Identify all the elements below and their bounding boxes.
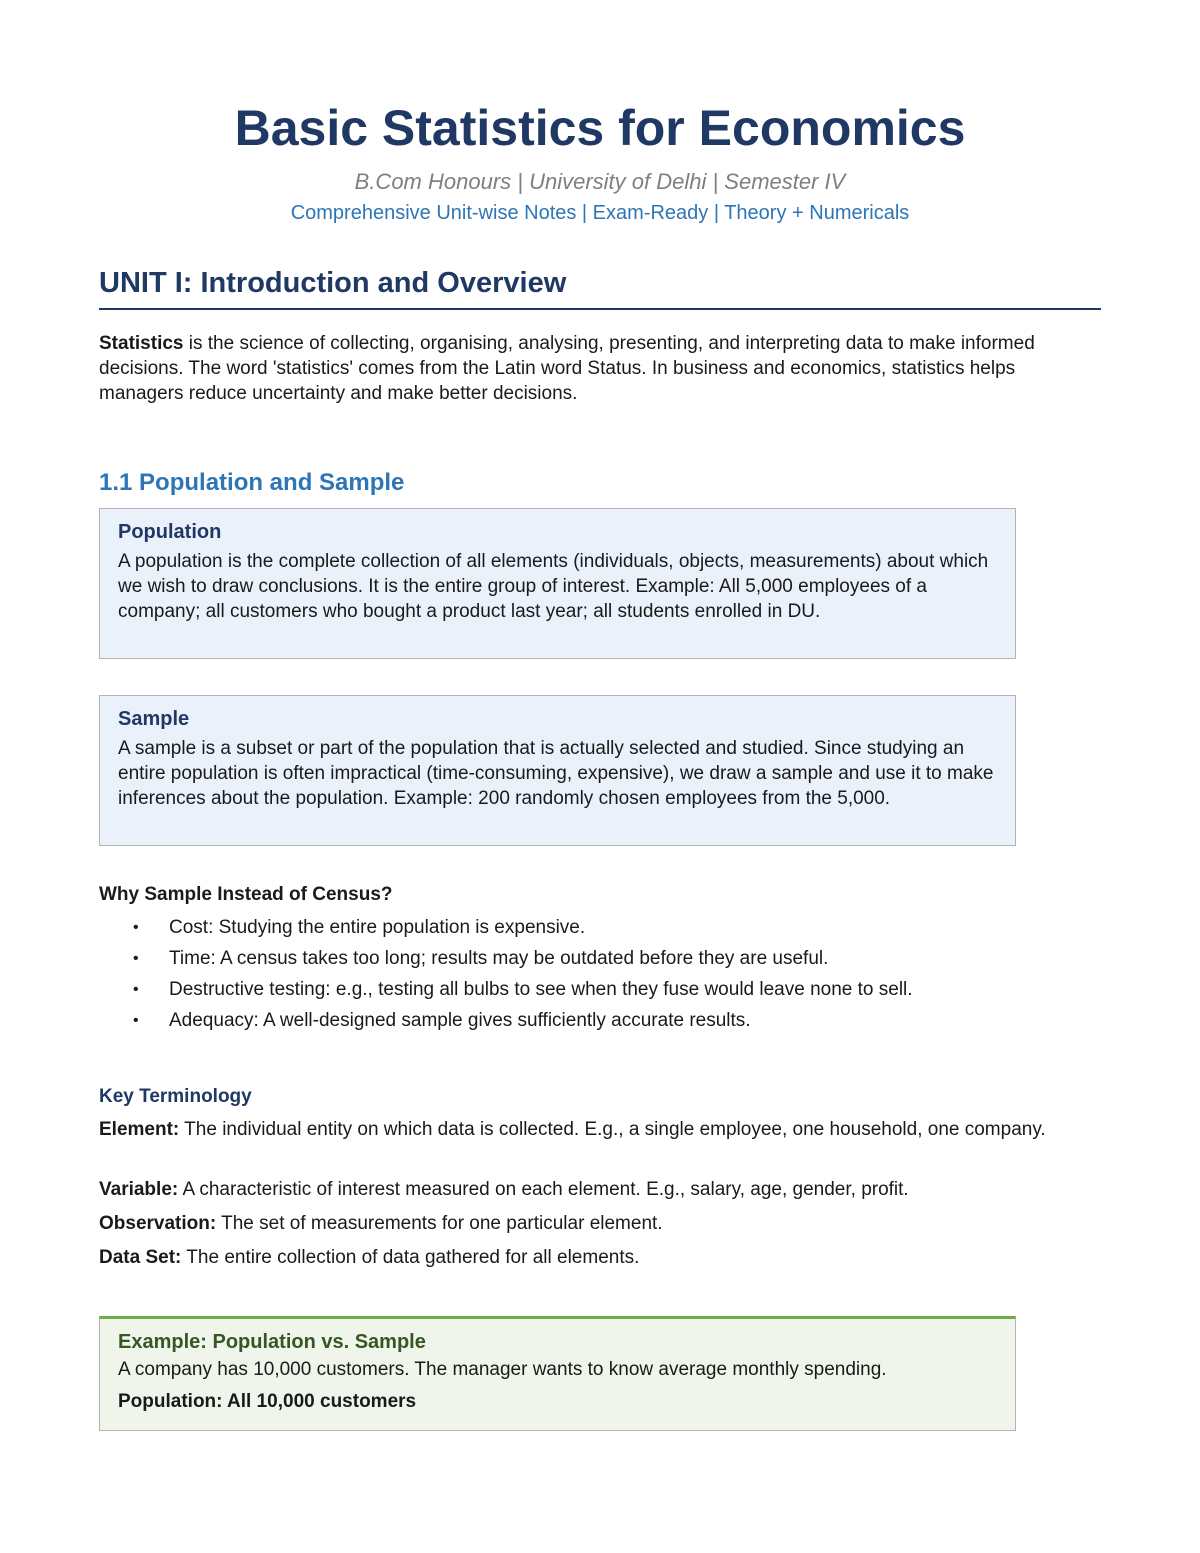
document-subtitle: B.Com Honours | University of Delhi | Semester IV (354, 169, 846, 194)
bullet-icon: • (133, 950, 139, 967)
why-sample-list (99, 915, 1101, 1039)
population-box-body: A population is the complete collection of all elements (individuals, objects, measurements) about which we wish to draw conclusions. It is the entire group of interest. Example: All 5,000 employees of a company; all customers who bought a product last year; all students enrolled in DU. (118, 551, 989, 622)
list-item (99, 977, 1101, 1008)
term-variable (99, 1177, 1101, 1202)
list-item-text: Destructive testing: e.g., testing all bulbs to see when they fuse would leave none to sell. (169, 979, 913, 1000)
why-sample-heading: Why Sample Instead of Census? (99, 884, 393, 905)
term-definition: The entire collection of data gathered for all elements. (181, 1247, 640, 1268)
term-definition: The set of measurements for one particular element. (216, 1213, 663, 1234)
sample-box-body: A sample is a subset or part of the population that is actually selected and studied. Since studying an entire population is often impractical (time-consuming, expensive), we draw a sample and use it to make inferences about the population. Example: 200 randomly chosen employees from the 5,000. (118, 738, 994, 809)
list-item (99, 946, 1101, 977)
term-definition: The individual entity on which data is collected. E.g., a single employee, one household, one company. (179, 1119, 1046, 1140)
term-data-set (99, 1245, 1101, 1270)
term-label: Element: (99, 1119, 180, 1140)
key-terminology-heading: Key Terminology (99, 1086, 252, 1107)
list-item (99, 915, 1101, 946)
document-tagline: Comprehensive Unit-wise Notes | Exam-Ready | Theory + Numericals (290, 202, 910, 224)
unit-heading: UNIT I: Introduction and Overview (99, 267, 567, 299)
example-box (99, 1316, 1016, 1431)
sample-box-title: Sample (118, 708, 190, 730)
bullet-icon: • (133, 981, 139, 998)
population-box-title: Population (118, 521, 222, 543)
intro-paragraph (99, 331, 1101, 406)
bullet-icon: • (133, 1012, 139, 1029)
term-label: Observation: (99, 1213, 217, 1234)
list-item-text: Cost: Studying the entire population is expensive. (169, 917, 586, 938)
term-definition: A characteristic of interest measured on each element. E.g., salary, age, gender, profit. (178, 1179, 909, 1200)
intro-text: is the science of collecting, organising, analysing, presenting, and interpreting data to make informed decisions. The word 'statistics' comes from the Latin word Status. In business and economics, statistics helps managers reduce uncertainty and make better decisions. (99, 333, 1035, 404)
population-definition-box (99, 508, 1016, 659)
example-body: A company has 10,000 customers. The manager wants to know average monthly spending. (118, 1359, 887, 1380)
example-title: Example: Population vs. Sample (118, 1331, 426, 1353)
sample-definition-box (99, 695, 1016, 846)
list-item (99, 1008, 1101, 1039)
term-observation (99, 1211, 1101, 1236)
unit-heading-rule (99, 308, 1101, 310)
term-element (99, 1117, 1101, 1142)
document-title: Basic Statistics for Economics (234, 100, 966, 156)
example-population-line: Population: All 10,000 customers (118, 1391, 417, 1412)
list-item-text: Adequacy: A well-designed sample gives sufficiently accurate results. (169, 1010, 751, 1031)
bullet-icon: • (133, 919, 139, 936)
list-item-text: Time: A census takes too long; results may be outdated before they are useful. (169, 948, 829, 969)
intro-term: Statistics (99, 333, 184, 354)
term-label: Data Set: (99, 1247, 182, 1268)
term-label: Variable: (99, 1179, 179, 1200)
section-heading: 1.1 Population and Sample (99, 469, 405, 496)
